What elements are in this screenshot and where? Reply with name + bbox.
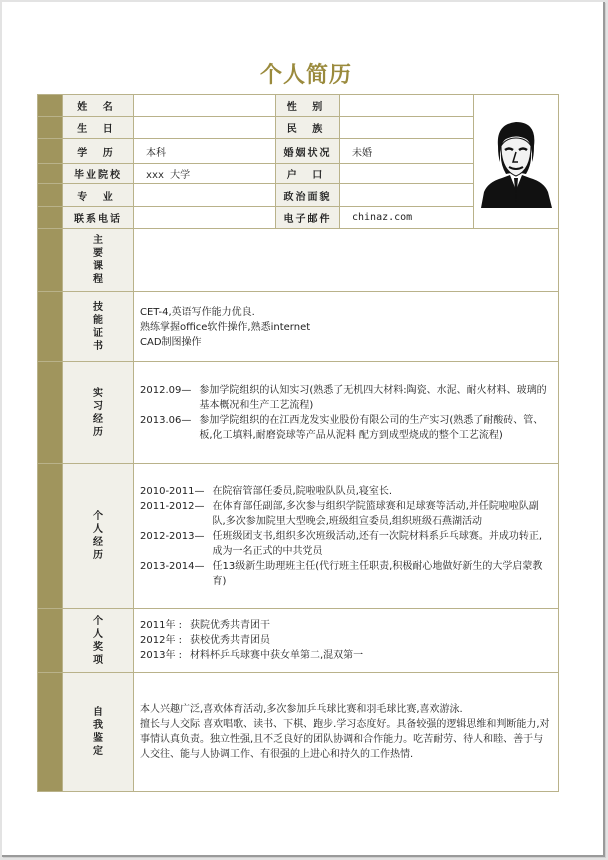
experience-content	[134, 464, 559, 609]
self-eval-paragraph: 本人兴趣广泛,喜欢体育活动,多次参加乒乓球比赛和羽毛球比赛,喜欢游泳.	[140, 704, 463, 715]
experience-entry	[140, 559, 552, 589]
award-entry	[140, 618, 552, 633]
entry-text: 材料杯乒乓球赛中获女单第二,混双第一	[190, 650, 364, 661]
major-value	[134, 184, 276, 207]
ethnicity-value	[340, 117, 474, 139]
experience-entry	[140, 529, 552, 559]
self-eval-label: 自我鉴定	[63, 673, 134, 792]
accent-band	[38, 464, 63, 609]
marital-label: 婚姻状况	[276, 139, 340, 164]
resume-table	[37, 94, 559, 792]
self-eval-paragraph: 擅长与人交际 喜欢唱歌、读书、下棋、跑步.学习态度好。具备较强的逻辑思维和判断能力,对事情认真负责。独立性强,且不乏良好的团队协调和合作能力。吃苦耐劳、待人和睦、善于与人交往、能与人协调工作、有很强的上进心和持久的工作热情.	[140, 719, 550, 760]
skills-label: 技能证书	[63, 292, 134, 362]
phone-value	[134, 207, 276, 229]
self-eval-content	[134, 673, 559, 792]
entry-text: 获校优秀共青团员	[190, 635, 270, 646]
ethnicity-label: 民 族	[276, 117, 340, 139]
school-value: xxx 大学	[134, 164, 276, 184]
entry-date: 2011-2012—	[140, 500, 205, 512]
award-entry	[140, 633, 552, 648]
hukou-label: 户 口	[276, 164, 340, 184]
entry-date: 2010-2011—	[140, 485, 205, 497]
entry-text: 任13级新生助理班主任(代行班主任职责,积极耐心地做好新生的大学启蒙教育)	[212, 560, 543, 587]
experience-entry	[140, 499, 552, 529]
name-label: 姓 名	[63, 95, 134, 117]
skill-line: CAD制图操作	[140, 337, 202, 348]
birth-value	[134, 117, 276, 139]
entry-date: 2012年 :	[140, 635, 182, 646]
award-entry	[140, 648, 552, 663]
page-title: 个人简历	[259, 63, 352, 88]
accent-band	[38, 673, 63, 792]
experience-label: 个人经历	[63, 464, 134, 609]
politics-value	[340, 184, 474, 207]
name-value	[134, 95, 276, 117]
entry-text: 参加学院组织的在江西龙发实业股份有限公司的生产实习(熟悉了耐酸砖、管、板,化工填料,耐磨瓷球等产品从泥料 配方到成型烧成的整个工艺流程)	[199, 414, 544, 441]
entry-text: 在院宿管部任委员,院啦啦队队员,寝室长.	[212, 485, 393, 497]
skills-content	[134, 292, 559, 362]
education-label: 学 历	[63, 139, 134, 164]
entry-text: 获院优秀共青团干	[190, 620, 270, 631]
email-label: 电子邮件	[276, 207, 340, 229]
skill-line: 熟练掌握office软件操作,熟悉internet	[140, 322, 311, 333]
document-page	[2, 2, 605, 857]
gender-label: 性 别	[276, 95, 340, 117]
internship-entry	[140, 383, 552, 413]
skill-line: CET-4,英语写作能力优良.	[140, 307, 255, 318]
internship-label: 实习经历	[63, 362, 134, 464]
entry-date: 2013.06—	[140, 414, 192, 426]
politics-label: 政治面貌	[276, 184, 340, 207]
accent-band	[38, 609, 63, 673]
accent-band	[38, 139, 63, 164]
accent-band	[38, 117, 63, 139]
accent-band	[38, 164, 63, 184]
email-value: chinaz.com	[340, 207, 474, 229]
marital-value: 未婚	[340, 139, 474, 164]
major-label: 专 业	[63, 184, 134, 207]
hukou-value	[340, 164, 474, 184]
birth-label: 生 日	[63, 117, 134, 139]
portrait-photo	[476, 112, 556, 208]
entry-date: 2013-2014—	[140, 560, 205, 572]
courses-label: 主要课程	[63, 229, 134, 292]
accent-band	[38, 362, 63, 464]
gender-value	[340, 95, 474, 117]
entry-date: 2012-2013—	[140, 530, 205, 542]
entry-date: 2013年 :	[140, 650, 182, 661]
entry-date: 2012.09—	[140, 384, 192, 396]
accent-band	[38, 184, 63, 207]
accent-band	[38, 207, 63, 229]
photo-cell	[474, 95, 559, 229]
accent-band	[38, 292, 63, 362]
entry-text: 参加学院组织的认知实习(熟悉了无机四大材料:陶瓷、水泥、耐火材料、玻璃的基本概况和生产工艺流程)	[199, 384, 547, 411]
awards-content	[134, 609, 559, 673]
experience-entry	[140, 484, 552, 499]
school-label: 毕业院校	[63, 164, 134, 184]
internship-content	[134, 362, 559, 464]
entry-text: 任班级团支书,组织多次班级活动,还有一次院材料系乒乓球赛。并成功转正,成为一名正式的中共党员	[212, 530, 543, 557]
courses-content	[134, 229, 559, 292]
entry-date: 2011年 :	[140, 620, 182, 631]
entry-text: 在体育部任副部,多次参与组织学院篮球赛和足球赛等活动,并任院啦啦队副队,多次参加院里大型晚会,班级组宣委员,组织班级石燕湖活动	[212, 500, 539, 527]
phone-label: 联系电话	[63, 207, 134, 229]
accent-band	[38, 95, 63, 117]
accent-band	[38, 229, 63, 292]
education-value: 本科	[134, 139, 276, 164]
internship-entry	[140, 413, 552, 443]
awards-label: 个人奖项	[63, 609, 134, 673]
